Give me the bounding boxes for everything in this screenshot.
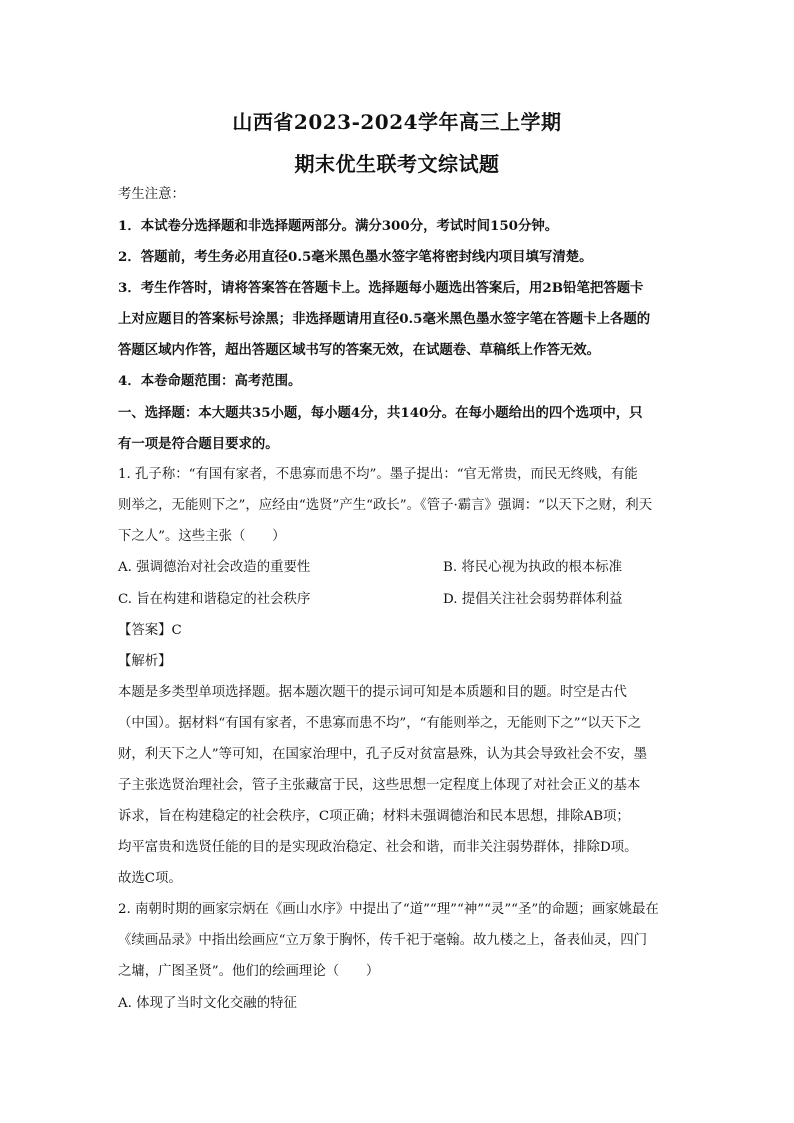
question-1-line-3: 下之人”。这些主张（ ）: [118, 529, 286, 544]
question-1-option-c: C. 旨在构建和谐稳定的社会秩序: [118, 592, 311, 607]
question-2-line-2: 《续画品录》中指出绘画应“立万象于胸怀，传千祀于毫翰。故九楼之上，备表仙灵，四门: [118, 933, 648, 948]
notice-item-2: 2．答题前，考生务必用直径0.5毫米黑色墨水签字笔将密封线内项目填写清楚。: [118, 249, 593, 265]
notice-item-3-line-1: 3．考生作答时，请将答案答在答题卡上。选择题每小题选出答案后，用2B铅笔把答题卡: [118, 280, 644, 296]
analysis-line: 诉求，旨在构建稳定的社会秩序，C项正确；材料未强调德治和民本思想，排除AB项；: [118, 809, 630, 824]
analysis-line: 均平富贵和选贤任能的目的是实现政治稳定、社会和谐，而非关注弱势群体，排除D项。: [118, 840, 638, 855]
question-1-option-b: B. 将民心视为执政的根本标准: [443, 560, 623, 575]
section-heading-line-1: 一、选择题：本大题共35小题，每小题4分，共140分。在每小题给出的四个选项中，只: [118, 405, 643, 421]
analysis-line: （中国）。据材料“有国有家者，不患寡而患不均”，“有能则举之，无能则下之”“以天下之: [118, 716, 641, 731]
notice-item-1: 1．本试卷分选择题和非选择题两部分。满分300分，考试时间150分钟。: [118, 218, 559, 234]
question-1-analysis-heading: 【解析】: [118, 654, 172, 669]
analysis-line: 子主张选贤治理社会，管子主张藏富于民，这些思想一定程度上体现了对社会正义的基本: [118, 778, 641, 793]
question-1-option-a: A. 强调德治对社会改造的重要性: [118, 560, 311, 575]
notice-item-4: 4．本卷命题范围：高考范围。: [118, 373, 302, 389]
question-1-line-2: 则举之，无能则下之”，应经由“选贤”产生“政长”。《管子·霸言》强调：“以天下之财，利天: [118, 498, 653, 513]
notice-heading: 考生注意：: [118, 187, 185, 202]
question-2-line-1: 2. 南朝时期的画家宗炳在《画山水序》中提出了“道”“理”“神”“灵”“圣”的命题；画家姚最在: [118, 902, 659, 917]
question-1-line-1: 1. 孔子称：“有国有家者，不患寡而患不均”。墨子提出：“官无常贵，而民无终贱，有能: [118, 467, 638, 482]
question-1-answer: 【答案】C: [118, 623, 182, 638]
notice-item-3-line-3: 答题区域内作答，超出答题区域书写的答案无效，在试题卷、草稿纸上作答无效。: [118, 342, 601, 358]
section-heading-line-2: 有一项是符合题目要求的。: [118, 436, 279, 452]
question-1-option-d: D. 提倡关注社会弱势群体利益: [443, 592, 623, 607]
analysis-line: 本题是多类型单项选择题。据本题次题干的提示词可知是本质题和目的题。时空是古代: [118, 685, 627, 700]
analysis-line: 故选C项。: [118, 871, 182, 886]
title-line-1: 山西省2023-2024学年高三上学期: [232, 110, 562, 134]
question-2-option-a: A. 体现了当时文化交融的特征: [118, 996, 297, 1011]
notice-item-3-line-2: 上对应题目的答案标号涂黑；非选择题请用直径0.5毫米黑色墨水签字笔在答题卡上各题的: [118, 311, 651, 327]
title-line-2: 期末优生联考文综试题: [294, 152, 500, 176]
analysis-line: 财，利天下之人”等可知，在国家治理中，孔子反对贫富悬殊，认为其会导致社会不安，墨: [118, 747, 648, 762]
question-2-line-3: 之墉，广图圣贤”。他们的绘画理论（ ）: [118, 964, 380, 979]
